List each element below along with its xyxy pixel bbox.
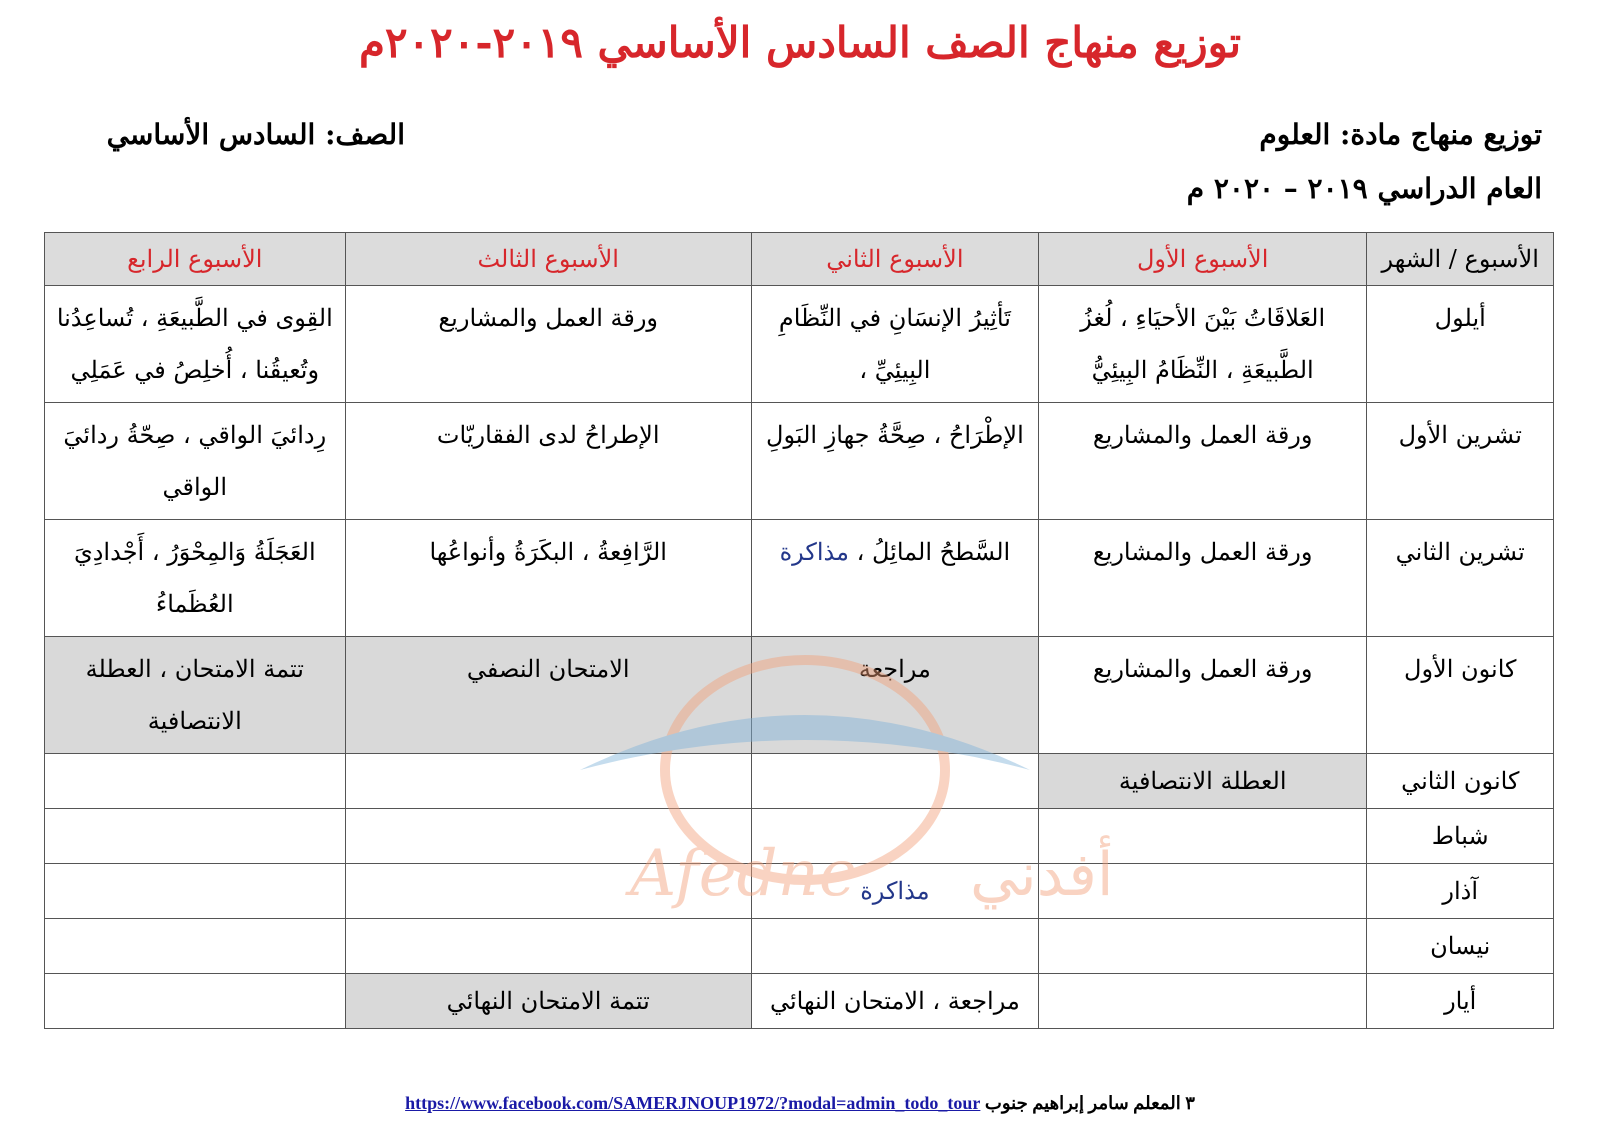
week2-cell: مراجعة ، الامتحان النهائي xyxy=(751,974,1038,1029)
week4-cell: القِوى في الطَّبيعَةِ ، تُساعِدُنا وتُعيقُنا ، أُخلِصُ في عَمَلِي xyxy=(45,286,346,403)
header-week-2: الأسبوع الثاني xyxy=(751,233,1038,286)
header-week-4: الأسبوع الرابع xyxy=(45,233,346,286)
month-cell: كانون الأول xyxy=(1367,637,1554,754)
month-cell: تشرين الأول xyxy=(1367,403,1554,520)
table-row xyxy=(45,864,1554,919)
month-cell: آذار xyxy=(1367,864,1554,919)
grade-line: الصف: السادس الأساسي xyxy=(106,118,405,151)
month-cell: نيسان xyxy=(1367,919,1554,974)
week3-cell: الإطراحُ لدى الفقاريّات xyxy=(345,403,751,520)
week3-cell xyxy=(345,864,751,919)
week4-cell xyxy=(45,919,346,974)
table-row xyxy=(45,637,1554,754)
week4-cell xyxy=(45,754,346,809)
week1-cell xyxy=(1038,864,1367,919)
week1-cell: العطلة الانتصافية xyxy=(1038,754,1367,809)
header-week-1: الأسبوع الأول xyxy=(1038,233,1367,286)
week4-cell xyxy=(45,974,346,1029)
week2-cell: مذاكرة xyxy=(751,864,1038,919)
month-cell: شباط xyxy=(1367,809,1554,864)
week2-cell xyxy=(751,754,1038,809)
footer-credit: ٣ المعلم سامر إبراهيم جنوب xyxy=(984,1093,1195,1113)
week3-cell: الامتحان النصفي xyxy=(345,637,751,754)
week4-cell: العَجَلَةُ وَالمِحْوَرُ ، أَجْدادِيَ العُظَماءُ xyxy=(45,520,346,637)
table-row xyxy=(45,403,1554,520)
table-row xyxy=(45,754,1554,809)
week3-cell xyxy=(345,809,751,864)
month-cell: أيلول xyxy=(1367,286,1554,403)
week4-cell xyxy=(45,864,346,919)
week2-cell: مراجعة xyxy=(751,637,1038,754)
month-cell: كانون الثاني xyxy=(1367,754,1554,809)
week4-cell: تتمة الامتحان ، العطلة الانتصافية xyxy=(45,637,346,754)
facebook-link[interactable]: https://www.facebook.com/SAMERJNOUP1972/?modal=admin_todo_tour xyxy=(405,1093,981,1113)
page-title: توزيع منهاج الصف السادس الأساسي ٢٠١٩-٢٠٢٠م xyxy=(358,18,1242,67)
table-row xyxy=(45,286,1554,403)
week3-cell: تتمة الامتحان النهائي xyxy=(345,974,751,1029)
week1-cell xyxy=(1038,974,1367,1029)
table-row xyxy=(45,520,1554,637)
table-header-row xyxy=(45,233,1554,286)
week3-cell: ورقة العمل والمشاريع xyxy=(345,286,751,403)
week4-cell xyxy=(45,809,346,864)
academic-year-line: العام الدراسي ٢٠١٩ – ٢٠٢٠ م xyxy=(1186,172,1542,205)
week1-cell: ورقة العمل والمشاريع xyxy=(1038,520,1367,637)
week2-text: السَّطحُ المائِلُ ، xyxy=(848,538,1011,566)
week2-cell xyxy=(751,520,1038,637)
table-row xyxy=(45,809,1554,864)
week2-cell xyxy=(751,919,1038,974)
week2-cell: تَأثِيرُ الإنسَانِ في النِّظَامِ البِيئِيِّ ، xyxy=(751,286,1038,403)
week1-cell: ورقة العمل والمشاريع xyxy=(1038,637,1367,754)
week1-cell: العَلاقَاتُ بَيْنَ الأحيَاءِ ، لُغزُ الطَّبيعَةِ ، النِّظَامُ البِيئِيُّ xyxy=(1038,286,1367,403)
logo-latin-text: Afedne xyxy=(630,837,857,911)
table-row xyxy=(45,974,1554,1029)
week3-cell xyxy=(345,754,751,809)
curriculum-table xyxy=(44,232,1554,1029)
logo-arabic-text: أفدني xyxy=(970,840,1114,910)
week1-cell: ورقة العمل والمشاريع xyxy=(1038,403,1367,520)
footer xyxy=(0,1093,1600,1114)
week3-cell xyxy=(345,919,751,974)
month-cell: تشرين الثاني xyxy=(1367,520,1554,637)
header-week-3: الأسبوع الثالث xyxy=(345,233,751,286)
week4-cell: رِدائيَ الواقي ، صِحّةُ ردائيَ الواقي xyxy=(45,403,346,520)
month-cell: أيار xyxy=(1367,974,1554,1029)
table-row xyxy=(45,919,1554,974)
week2-cell: الإطْرَاحُ ، صِحَّةُ جهازِ البَولِ xyxy=(751,403,1038,520)
quiz-note: مذاكرة xyxy=(779,538,849,566)
week2-cell xyxy=(751,809,1038,864)
header-week-month: الأسبوع / الشهر xyxy=(1367,233,1554,286)
subject-line: توزيع منهاج مادة: العلوم xyxy=(1259,118,1542,151)
week1-cell xyxy=(1038,809,1367,864)
week1-cell xyxy=(1038,919,1367,974)
week3-cell: الرَّافِعةُ ، البكَرَةُ وأنواعُها xyxy=(345,520,751,637)
